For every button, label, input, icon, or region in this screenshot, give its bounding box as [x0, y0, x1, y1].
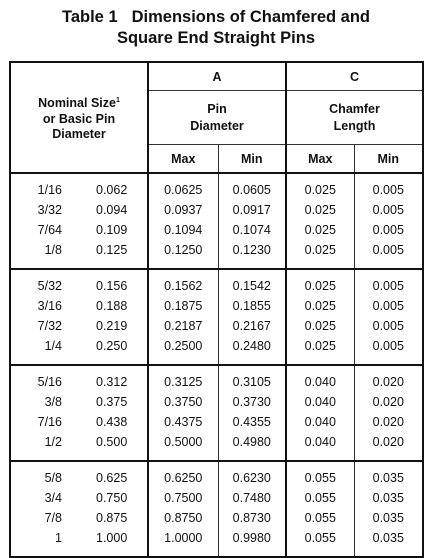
- c-min-cell: 0.005: [354, 319, 423, 339]
- c-max-cell: 0.025: [286, 243, 354, 269]
- title-text-1: Dimensions of Chamfered and: [131, 8, 370, 26]
- decimal-cell: 0.109: [96, 223, 128, 237]
- a-max-cell: 0.7500: [148, 491, 218, 511]
- c-min-cell: 0.020: [354, 395, 423, 415]
- table-row: [10, 299, 423, 319]
- c-max-cell: 0.025: [286, 339, 354, 365]
- fraction-cell: 5/32: [37, 279, 62, 293]
- size-group-4: [10, 461, 423, 557]
- c-max-cell: 0.040: [286, 365, 354, 395]
- c-max-cell: 0.055: [286, 531, 354, 557]
- nominal-header-line-3: Diameter: [52, 126, 106, 141]
- fraction-cell: 7/16: [37, 415, 62, 429]
- table-row: [10, 395, 423, 415]
- c-min-cell: 0.035: [354, 511, 423, 531]
- decimal-cell: 0.156: [96, 279, 128, 293]
- c-max-cell: 0.025: [286, 319, 354, 339]
- a-max-cell: 0.3125: [148, 365, 218, 395]
- chamfer-header-line-1: Chamfer: [329, 101, 380, 116]
- c-min-cell: 0.005: [354, 203, 423, 223]
- footnote-marker: 1: [115, 97, 120, 105]
- pin-header-line-1: Pin: [207, 101, 227, 116]
- c-min-cell: 0.005: [354, 339, 423, 365]
- c-max-cell: 0.055: [286, 461, 354, 491]
- chamfer-length-header: [286, 91, 423, 145]
- table-row: [10, 491, 423, 511]
- a-max-header: Max: [148, 145, 218, 174]
- table-title: [0, 7, 432, 49]
- a-max-cell: 0.8750: [148, 511, 218, 531]
- c-min-cell: 0.020: [354, 435, 423, 461]
- c-min-cell: 0.005: [354, 269, 423, 299]
- decimal-cell: 0.250: [96, 339, 128, 353]
- decimal-cell: 0.625: [96, 471, 128, 485]
- table-row: [10, 461, 423, 491]
- table-row: [10, 203, 423, 223]
- c-max-cell: 0.025: [286, 223, 354, 243]
- size-group-2: [10, 269, 423, 365]
- a-min-cell: 0.3730: [218, 395, 286, 415]
- c-max-cell: 0.055: [286, 511, 354, 531]
- c-min-header: Min: [354, 145, 423, 174]
- fraction-cell: 1/4: [44, 339, 62, 353]
- size-group-3: [10, 365, 423, 461]
- pin-diameter-header: [148, 91, 286, 145]
- group-a-header: A: [148, 62, 286, 91]
- a-min-cell: 0.0917: [218, 203, 286, 223]
- a-max-cell: 0.2500: [148, 339, 218, 365]
- a-min-cell: 0.2480: [218, 339, 286, 365]
- a-min-cell: 0.6230: [218, 461, 286, 491]
- a-min-cell: 0.1855: [218, 299, 286, 319]
- a-max-cell: 0.6250: [148, 461, 218, 491]
- c-min-cell: 0.020: [354, 415, 423, 435]
- c-max-cell: 0.040: [286, 395, 354, 415]
- fraction-cell: 1: [55, 531, 62, 545]
- a-min-cell: 0.0605: [218, 173, 286, 203]
- decimal-cell: 0.875: [96, 511, 128, 525]
- c-max-cell: 0.025: [286, 299, 354, 319]
- decimal-cell: 0.062: [96, 183, 128, 197]
- a-max-cell: 0.0625: [148, 173, 218, 203]
- c-max-cell: 0.025: [286, 269, 354, 299]
- decimal-cell: 0.500: [96, 435, 128, 449]
- table-row: [10, 243, 423, 269]
- decimal-cell: 0.219: [96, 319, 128, 333]
- c-min-cell: 0.005: [354, 243, 423, 269]
- a-max-cell: 0.1875: [148, 299, 218, 319]
- table-row: [10, 531, 423, 557]
- c-max-cell: 0.025: [286, 203, 354, 223]
- a-min-cell: 0.1074: [218, 223, 286, 243]
- table-row: [10, 339, 423, 365]
- table-row: [10, 223, 423, 243]
- a-max-cell: 1.0000: [148, 531, 218, 557]
- c-min-cell: 0.005: [354, 173, 423, 203]
- size-group-1: [10, 173, 423, 269]
- nominal-header-line-2: or Basic Pin: [42, 111, 116, 126]
- table-row: [10, 319, 423, 339]
- c-min-cell: 0.035: [354, 531, 423, 557]
- fraction-cell: 3/16: [37, 299, 62, 313]
- a-max-cell: 0.2187: [148, 319, 218, 339]
- fraction-cell: 1/16: [37, 183, 62, 197]
- c-max-cell: 0.040: [286, 415, 354, 435]
- fraction-cell: 1/8: [44, 243, 62, 257]
- decimal-cell: 0.094: [96, 203, 128, 217]
- table-row: [10, 415, 423, 435]
- c-max-header: Max: [286, 145, 354, 174]
- c-min-cell: 0.005: [354, 299, 423, 319]
- c-max-cell: 0.025: [286, 173, 354, 203]
- c-min-cell: 0.020: [354, 365, 423, 395]
- a-max-cell: 0.4375: [148, 415, 218, 435]
- a-min-cell: 0.1230: [218, 243, 286, 269]
- nominal-size-header: [10, 62, 148, 173]
- a-min-cell: 0.1542: [218, 269, 286, 299]
- nominal-header-line-1: Nominal Size: [38, 96, 116, 111]
- a-max-cell: 0.1562: [148, 269, 218, 299]
- group-c-header: C: [286, 62, 423, 91]
- decimal-cell: 0.312: [96, 375, 128, 389]
- pin-header-line-2: Diameter: [190, 118, 244, 133]
- a-min-cell: 0.9980: [218, 531, 286, 557]
- decimal-cell: 1.000: [96, 531, 128, 545]
- fraction-cell: 5/8: [44, 471, 62, 485]
- a-min-cell: 0.4355: [218, 415, 286, 435]
- a-max-cell: 0.3750: [148, 395, 218, 415]
- a-min-cell: 0.3105: [218, 365, 286, 395]
- a-min-cell: 0.7480: [218, 491, 286, 511]
- fraction-cell: 3/8: [44, 395, 62, 409]
- title-line-1: [0, 7, 432, 28]
- c-max-cell: 0.040: [286, 435, 354, 461]
- c-min-cell: 0.005: [354, 223, 423, 243]
- a-min-header: Min: [218, 145, 286, 174]
- decimal-cell: 0.375: [96, 395, 128, 409]
- fraction-cell: 3/32: [37, 203, 62, 217]
- a-min-cell: 0.4980: [218, 435, 286, 461]
- a-max-cell: 0.1094: [148, 223, 218, 243]
- decimal-cell: 0.750: [96, 491, 128, 505]
- table-number: Table 1: [61, 8, 118, 26]
- fraction-cell: 7/64: [37, 223, 62, 237]
- table-row: [10, 511, 423, 531]
- fraction-cell: 1/2: [44, 435, 62, 449]
- decimal-cell: 0.188: [96, 299, 128, 313]
- chamfer-header-line-2: Length: [333, 118, 376, 133]
- fraction-cell: 7/32: [37, 319, 62, 333]
- a-min-cell: 0.8730: [218, 511, 286, 531]
- table-row: [10, 269, 423, 299]
- decimal-cell: 0.438: [96, 415, 128, 429]
- pin-dimensions-table: [9, 61, 424, 558]
- decimal-cell: 0.125: [96, 243, 128, 257]
- fraction-cell: 3/4: [44, 491, 62, 505]
- table-row: [10, 435, 423, 461]
- c-max-cell: 0.055: [286, 491, 354, 511]
- a-max-cell: 0.5000: [148, 435, 218, 461]
- fraction-cell: 7/8: [44, 511, 62, 525]
- title-line-2: Square End Straight Pins: [116, 29, 316, 47]
- table-row: [10, 173, 423, 203]
- fraction-cell: 5/16: [37, 375, 62, 389]
- c-min-cell: 0.035: [354, 491, 423, 511]
- a-max-cell: 0.0937: [148, 203, 218, 223]
- table-row: [10, 365, 423, 395]
- a-min-cell: 0.2167: [218, 319, 286, 339]
- a-max-cell: 0.1250: [148, 243, 218, 269]
- c-min-cell: 0.035: [354, 461, 423, 491]
